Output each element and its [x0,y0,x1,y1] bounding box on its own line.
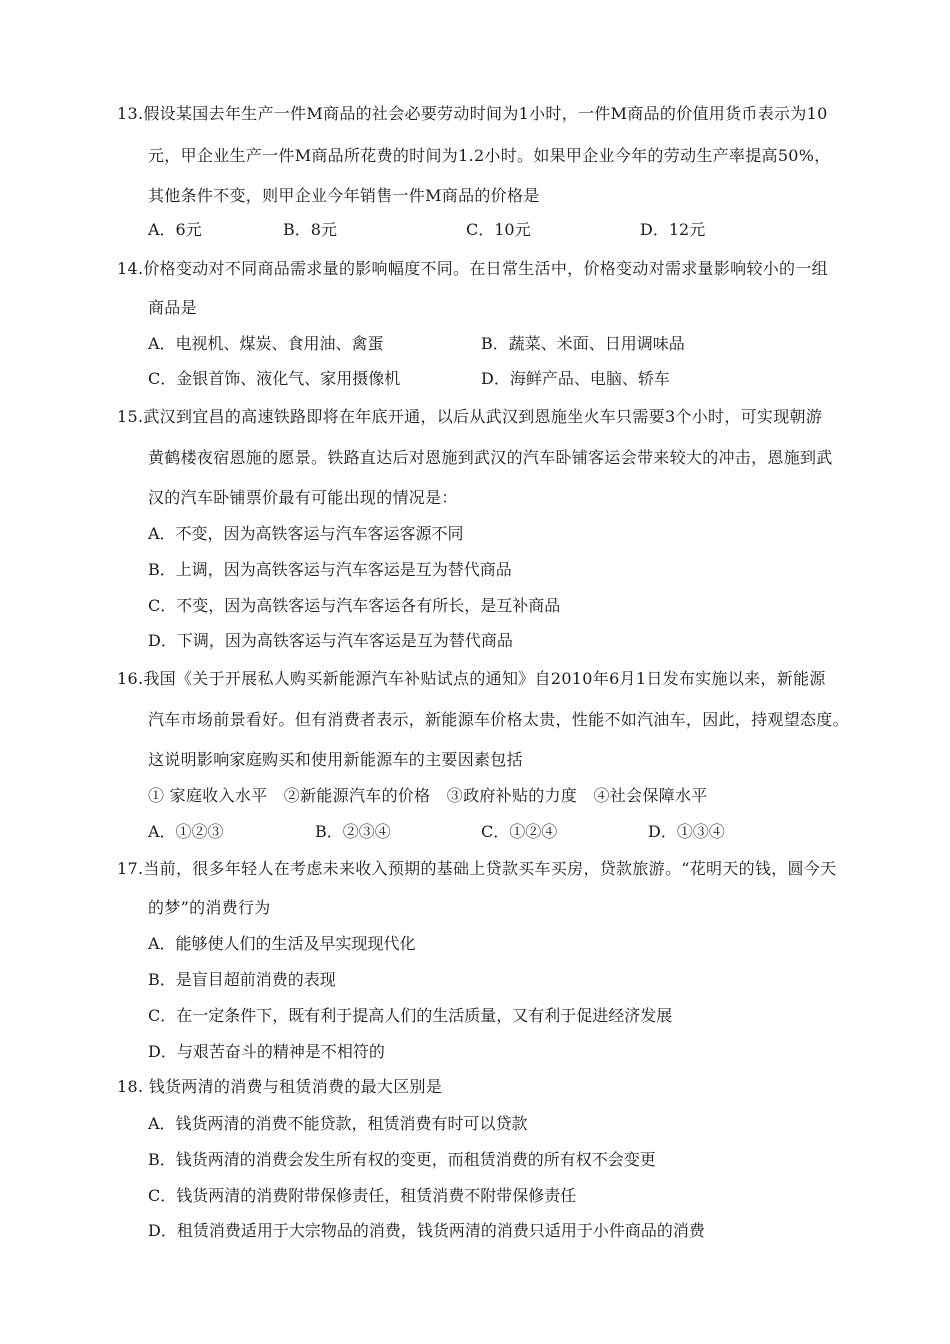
question-16-option-a: A．①②③ [148,822,224,841]
question-14-option-d: D．海鲜产品、电脑、轿车 [481,369,670,388]
question-15-option-a: A．不变，因为高铁客运与汽车客运客源不同 [148,524,464,543]
question-14-option-c: C．金银首饰、液化气、家用摄像机 [148,369,401,388]
question-17-option-a: A．能够使人们的生活及早实现现代化 [148,934,416,953]
question-13-option-c: C．10元 [466,220,531,239]
question-13-option-a: A．6元 [148,220,202,239]
question-17-option-b: B．是盲目超前消费的表现 [148,970,336,989]
question-14-stem-line-2: 商品是 [148,298,197,317]
question-15-option-c: C．不变，因为高铁客运与汽车客运各有所长，是互补商品 [148,596,561,615]
question-14-option-a: A．电视机、煤炭、食用油、禽蛋 [148,334,384,353]
question-14-option-b: B．蔬菜、米面、日用调味品 [481,334,685,353]
question-18-option-b: B．钱货两清的消费会发生所有权的变更，而租赁消费的所有权不会变更 [148,1150,656,1169]
question-15-option-b: B．上调，因为高铁客运与汽车客运是互为替代商品 [148,560,512,579]
question-17-option-d: D．与艰苦奋斗的精神是不相符的 [148,1042,385,1061]
question-13-option-b: B．8元 [283,220,337,239]
question-16-option-d: D．①③④ [648,822,725,841]
question-18-option-c: C．钱货两清的消费附带保修责任，租赁消费不附带保修责任 [148,1186,577,1205]
question-16-option-b: B．②③④ [315,822,391,841]
question-17-stem-line-2: 的梦”的消费行为 [148,898,271,917]
question-15-stem-line-2: 黄鹤楼夜宿恩施的愿景。铁路直达后对恩施到武汉的汽车卧铺客运会带来较大的冲击，恩施到武 [148,448,833,467]
question-15-option-d: D．下调，因为高铁客运与汽车客运是互为替代商品 [148,631,513,650]
question-16-choices-line: ① 家庭收入水平 ②新能源汽车的价格 ③政府补贴的力度 ④社会保障水平 [148,786,708,805]
question-16-stem-line-2: 汽车市场前景看好。但有消费者表示，新能源车价格太贵，性能不如汽油车，因此，持观望态度。 [148,710,849,729]
question-13-option-d: D．12元 [640,220,706,239]
question-18-option-d: D．租赁消费适用于大宗物品的消费，钱货两清的消费只适用于小件商品的消费 [148,1221,705,1240]
question-13-stem-line-1: 13.假设某国去年生产一件M商品的社会必要劳动时间为1小时，一件M商品的价值用货币表示为10 [117,104,828,123]
question-17-stem-line-1: 17.当前，很多年轻人在考虑未来收入预期的基础上贷款买车买房，贷款旅游。“花明天的钱，圆今天 [117,859,837,878]
question-16-stem-line-3: 这说明影响家庭购买和使用新能源车的主要因素包括 [148,750,523,769]
question-15-stem-line-3: 汉的汽车卧铺票价最有可能出现的情况是： [148,488,458,507]
question-14-stem-line-1: 14.价格变动对不同商品需求量的影响幅度不同。在日常生活中，价格变动对需求量影响较小的一组 [117,259,828,278]
question-16-stem-line-1: 16.我国《关于开展私人购买新能源汽车补贴试点的通知》自2010年6月1日发布实施以来，新能源 [117,669,826,688]
question-16-option-c: C．①②④ [481,822,558,841]
question-13-stem-line-2: 元，甲企业生产一件M商品所花费的时间为1.2小时。如果甲企业今年的劳动生产率提高50%， [148,146,831,165]
question-15-stem-line-1: 15.武汉到宜昌的高速铁路即将在年底开通，以后从武汉到恩施坐火车只需要3个小时，可实现朝游 [117,407,823,426]
question-13-stem-line-3: 其他条件不变，则甲企业今年销售一件M商品的价格是 [148,186,540,205]
question-17-option-c: C．在一定条件下，既有利于提高人们的生活质量，又有利于促进经济发展 [148,1006,673,1025]
question-18-stem-line-1: 18. 钱货两清的消费与租赁消费的最大区别是 [117,1077,443,1096]
question-18-option-a: A．钱货两清的消费不能贷款，租赁消费有时可以贷款 [148,1114,528,1133]
